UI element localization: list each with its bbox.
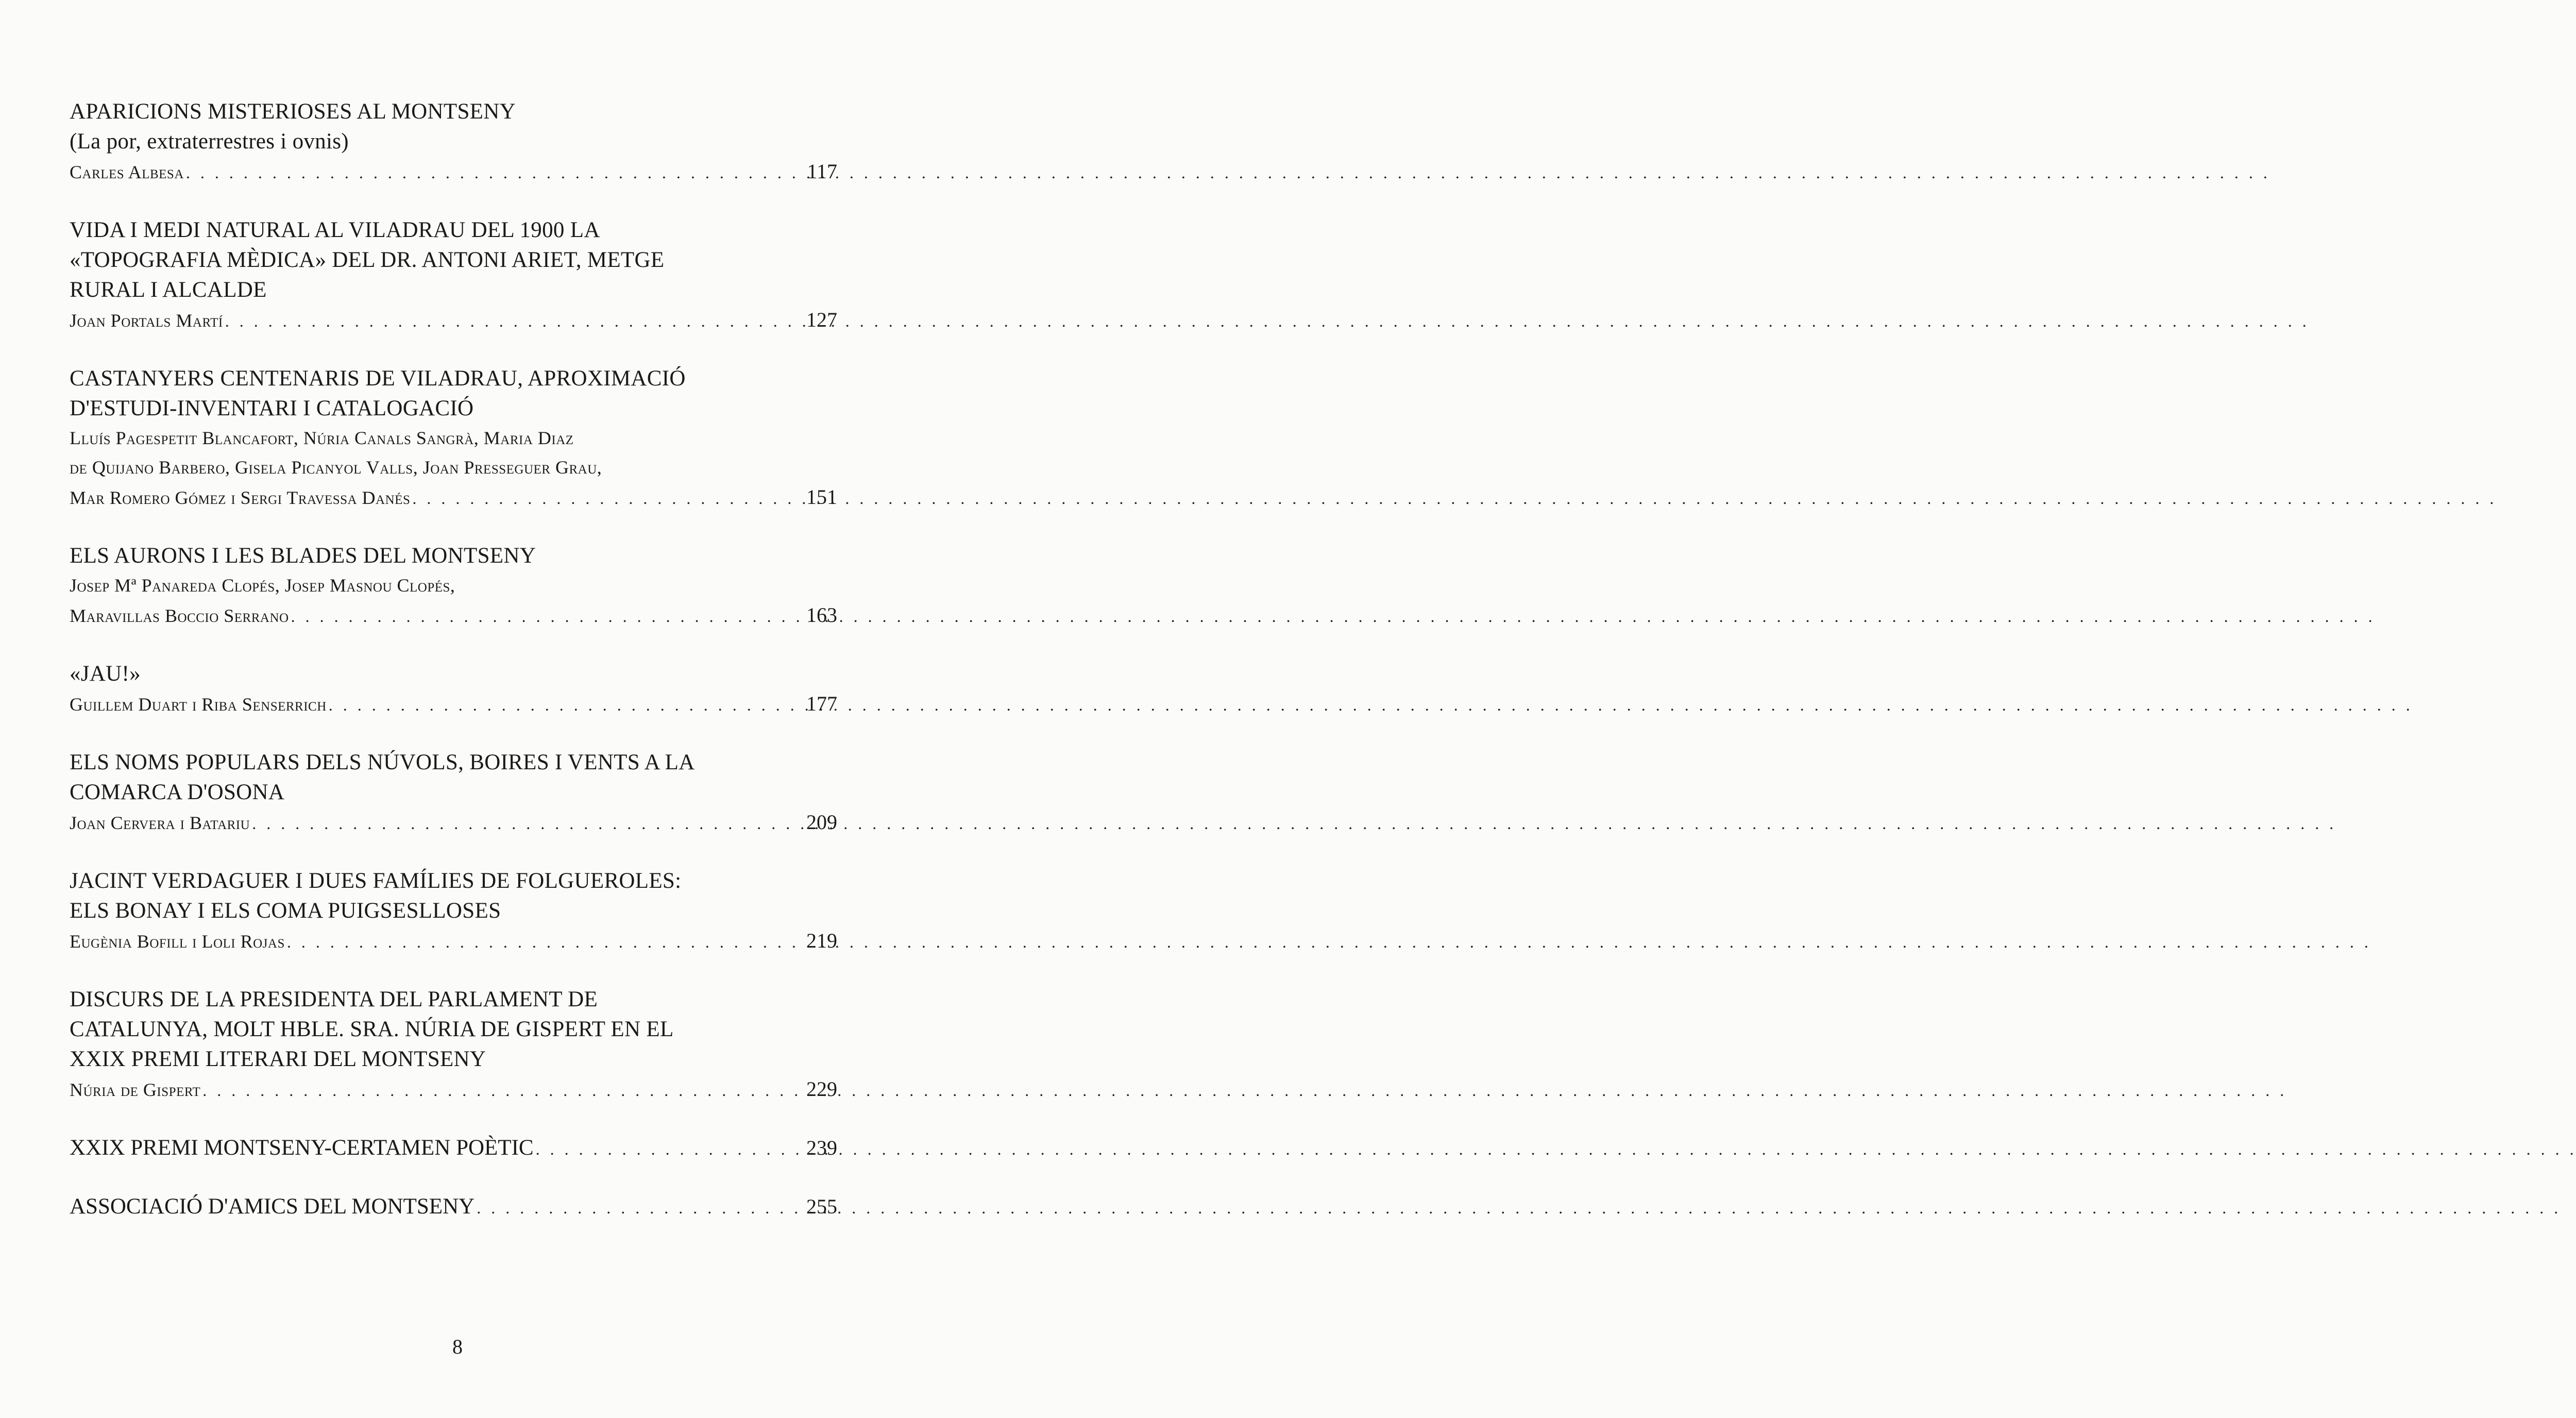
entry-author: Josep Mª Panareda Clopés, Josep Masnou Clopés,	[70, 575, 455, 596]
entry-title-line: COMARCA D'OSONA	[70, 780, 285, 804]
dot-leader	[250, 809, 791, 838]
entry-page-number: 239	[806, 1136, 837, 1159]
entry-author: Guillem Duart i Riba Senserrich	[70, 694, 327, 715]
entry-author-row	[70, 305, 837, 336]
entry-page-number: 127	[806, 308, 837, 331]
toc-entry	[70, 364, 837, 513]
entry-title-line: JACINT VERDAGUER I DUES FAMÍLIES DE FOLGUEROLES:	[70, 869, 682, 893]
entry-author: Joan Portals Martí	[70, 310, 223, 331]
entry-title-line: D'ESTUDI-INVENTARI I CATALOGACIÓ	[70, 396, 474, 420]
entry-page-number: 255	[806, 1195, 837, 1218]
entry-author: Joan Cervera i Batariu	[70, 813, 250, 833]
entry-page-number: 163	[806, 603, 837, 627]
dot-leader	[289, 602, 791, 631]
entry-title: XXIX PREMI MONTSENY-CERTAMEN POÈTIC	[70, 1136, 534, 1160]
entry-author: Mar Romero Gómez i Sergi Travessa Danés	[70, 487, 411, 508]
entry-title-line: DISCURS DE LA PRESIDENTA DEL PARLAMENT DE	[70, 987, 598, 1011]
entry-author-row	[70, 1074, 837, 1105]
toc-entry	[70, 985, 837, 1105]
entry-title-line: ELS NOMS POPULARS DELS NÚVOLS, BOIRES I VENTS A LA	[70, 750, 695, 774]
entry-title-line: CATALUNYA, MOLT HBLE. SRA. NÚRIA DE GISPERT EN EL	[70, 1017, 674, 1041]
dot-leader	[285, 927, 791, 957]
entry-author: Carles Albesa	[70, 162, 184, 182]
entry-title-row	[70, 1133, 837, 1164]
entry-author-row	[70, 157, 837, 188]
toc-entry	[70, 1133, 837, 1164]
toc-entry	[70, 866, 837, 957]
dot-leader	[474, 1193, 791, 1223]
toc-entry	[70, 97, 837, 188]
entry-title-line: APARICIONS MISTERIOSES AL MONTSENY	[70, 99, 516, 124]
entry-title-line: ELS BONAY I ELS COMA PUIGSESLLOSES	[70, 899, 501, 923]
entry-author: Eugènia Bofill i Loli Rojas	[70, 931, 285, 952]
entry-author-row	[70, 926, 837, 957]
entry-title-line: CASTANYERS CENTENARIS DE VILADRAU, APROXIMACIÓ	[70, 366, 686, 391]
dot-leader	[184, 158, 791, 188]
entry-page-number: 209	[806, 811, 837, 834]
entry-title-row	[70, 1192, 837, 1223]
page-number: 8	[452, 1335, 463, 1358]
entry-page-number: 177	[806, 692, 837, 715]
toc-entry	[70, 541, 837, 631]
entry-author: Maravillas Boccio Serrano	[70, 605, 289, 626]
entry-author-row	[70, 600, 837, 631]
entry-title: ASSOCIACIÓ D'AMICS DEL MONTSENY	[70, 1194, 475, 1219]
entry-author: de Quijano Barbero, Gisela Picanyol Valls, Joan Presseguer Grau,	[70, 457, 602, 478]
entry-title-line: RURAL I ALCALDE	[70, 278, 267, 302]
entry-page-number: 219	[806, 929, 837, 952]
dot-leader	[327, 690, 791, 720]
entry-author-row	[70, 807, 837, 838]
entry-author: Núria de Gispert	[70, 1079, 201, 1100]
entry-title-line: «JAU!»	[70, 662, 141, 686]
entry-author-row	[70, 689, 837, 720]
dot-leader	[534, 1134, 791, 1164]
entry-title-line: (La por, extraterrestres i ovnis)	[70, 129, 349, 154]
toc-entry	[70, 1192, 837, 1223]
entry-title-line: ELS AURONS I LES BLADES DEL MONTSENY	[70, 544, 536, 568]
entry-page-number: 117	[807, 160, 837, 183]
dot-leader	[200, 1076, 791, 1105]
table-of-contents	[70, 97, 837, 1251]
entry-title-line: «TOPOGRAFIA MÈDICA» DEL DR. ANTONI ARIET, METGE	[70, 248, 665, 272]
entry-page-number: 229	[806, 1077, 837, 1101]
toc-entry	[70, 215, 837, 336]
entry-title-line: VIDA I MEDI NATURAL AL VILADRAU DEL 1900 LA	[70, 218, 600, 242]
entry-author-row	[70, 482, 837, 513]
entry-page-number: 151	[806, 485, 837, 509]
dot-leader	[223, 307, 791, 336]
dot-leader	[410, 484, 791, 513]
entry-title-line: XXIX PREMI LITERARI DEL MONTSENY	[70, 1047, 486, 1071]
toc-entry	[70, 748, 837, 838]
entry-author: Lluís Pagespetit Blancafort, Núria Canals Sangrà, Maria Diaz	[70, 428, 574, 448]
toc-entry	[70, 659, 837, 720]
